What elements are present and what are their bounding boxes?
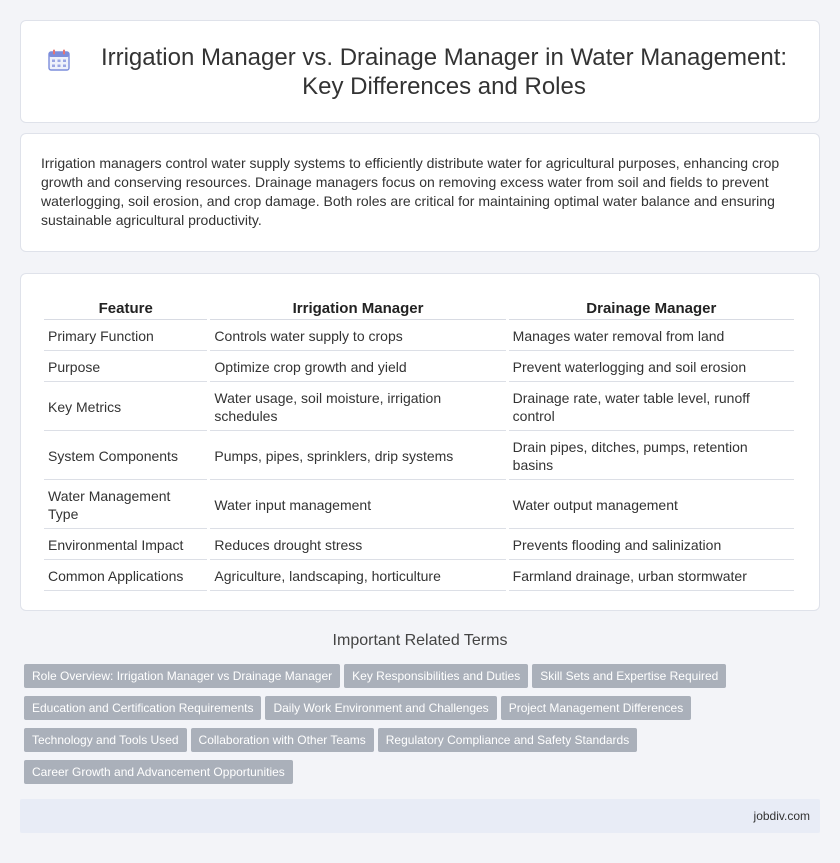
- related-term-tag[interactable]: Role Overview: Irrigation Manager vs Drainage Manager: [24, 664, 340, 688]
- page-title: Irrigation Manager vs. Drainage Manager in Water Management: Key Differences and Roles: [100, 43, 788, 100]
- calendar-icon: [46, 47, 72, 73]
- cell-drainage: Farmland drainage, urban stormwater: [509, 562, 794, 591]
- related-term-tag[interactable]: Regulatory Compliance and Safety Standards: [378, 728, 637, 752]
- related-term-tag[interactable]: Collaboration with Other Teams: [191, 728, 374, 752]
- related-term-tag[interactable]: Career Growth and Advancement Opportunities: [24, 760, 293, 784]
- related-terms-heading: Important Related Terms: [332, 632, 508, 649]
- cell-irrigation: Pumps, pipes, sprinklers, drip systems: [210, 433, 505, 480]
- footer: [20, 799, 820, 833]
- table-row: [44, 531, 794, 560]
- cell-feature: Purpose: [44, 353, 207, 382]
- table-row: [44, 562, 794, 591]
- table-row: [44, 322, 794, 351]
- related-term-tag[interactable]: Daily Work Environment and Challenges: [265, 696, 496, 720]
- cell-feature: Water Management Type: [44, 482, 207, 529]
- title-card: [20, 20, 820, 123]
- cell-irrigation: Reduces drought stress: [210, 531, 505, 560]
- intro-card: [20, 133, 820, 252]
- cell-feature: Primary Function: [44, 322, 207, 351]
- table-row: [44, 482, 794, 529]
- intro-paragraph: Irrigation managers control water supply systems to efficiently distribute water for agricultural purposes, enhancing crop growth and conserving resources. Drainage managers focus on removing excess water from soil and fields to prevent waterlogging, soil erosion, and crop damage. Both roles are critical for maintaining optimal water balance and ensuring sustainable agricultural productivity.: [41, 155, 780, 228]
- header-drainage-manager: Drainage Manager: [509, 298, 794, 320]
- cell-drainage: Drainage rate, water table level, runoff control: [509, 384, 794, 431]
- cell-feature: System Components: [44, 433, 207, 480]
- cell-feature: Environmental Impact: [44, 531, 207, 560]
- header-irrigation-manager: Irrigation Manager: [210, 298, 505, 320]
- cell-feature: Key Metrics: [44, 384, 207, 431]
- footer-site-link[interactable]: jobdiv.com: [753, 809, 810, 823]
- table-row: [44, 353, 794, 382]
- cell-irrigation: Agriculture, landscaping, horticulture: [210, 562, 505, 591]
- table-header-row: [44, 298, 794, 320]
- table-row: [44, 384, 794, 431]
- comparison-table: [41, 296, 797, 593]
- cell-drainage: Prevent waterlogging and soil erosion: [509, 353, 794, 382]
- header-feature: Feature: [44, 298, 207, 320]
- related-term-tag[interactable]: Education and Certification Requirements: [24, 696, 261, 720]
- cell-drainage: Water output management: [509, 482, 794, 529]
- related-term-tag[interactable]: Key Responsibilities and Duties: [344, 664, 528, 688]
- related-term-tag[interactable]: Project Management Differences: [501, 696, 692, 720]
- cell-drainage: Prevents flooding and salinization: [509, 531, 794, 560]
- cell-irrigation: Controls water supply to crops: [210, 322, 505, 351]
- table-row: [44, 433, 794, 480]
- title-wrap: [26, 43, 814, 101]
- cell-drainage: Manages water removal from land: [509, 322, 794, 351]
- comparison-card: [20, 273, 820, 611]
- cell-irrigation: Water usage, soil moisture, irrigation schedules: [210, 384, 505, 431]
- related-term-tag[interactable]: Skill Sets and Expertise Required: [532, 664, 726, 688]
- cell-irrigation: Optimize crop growth and yield: [210, 353, 505, 382]
- related-terms-list: [24, 664, 824, 792]
- cell-irrigation: Water input management: [210, 482, 505, 529]
- cell-drainage: Drain pipes, ditches, pumps, retention basins: [509, 433, 794, 480]
- related-term-tag[interactable]: Technology and Tools Used: [24, 728, 187, 752]
- cell-feature: Common Applications: [44, 562, 207, 591]
